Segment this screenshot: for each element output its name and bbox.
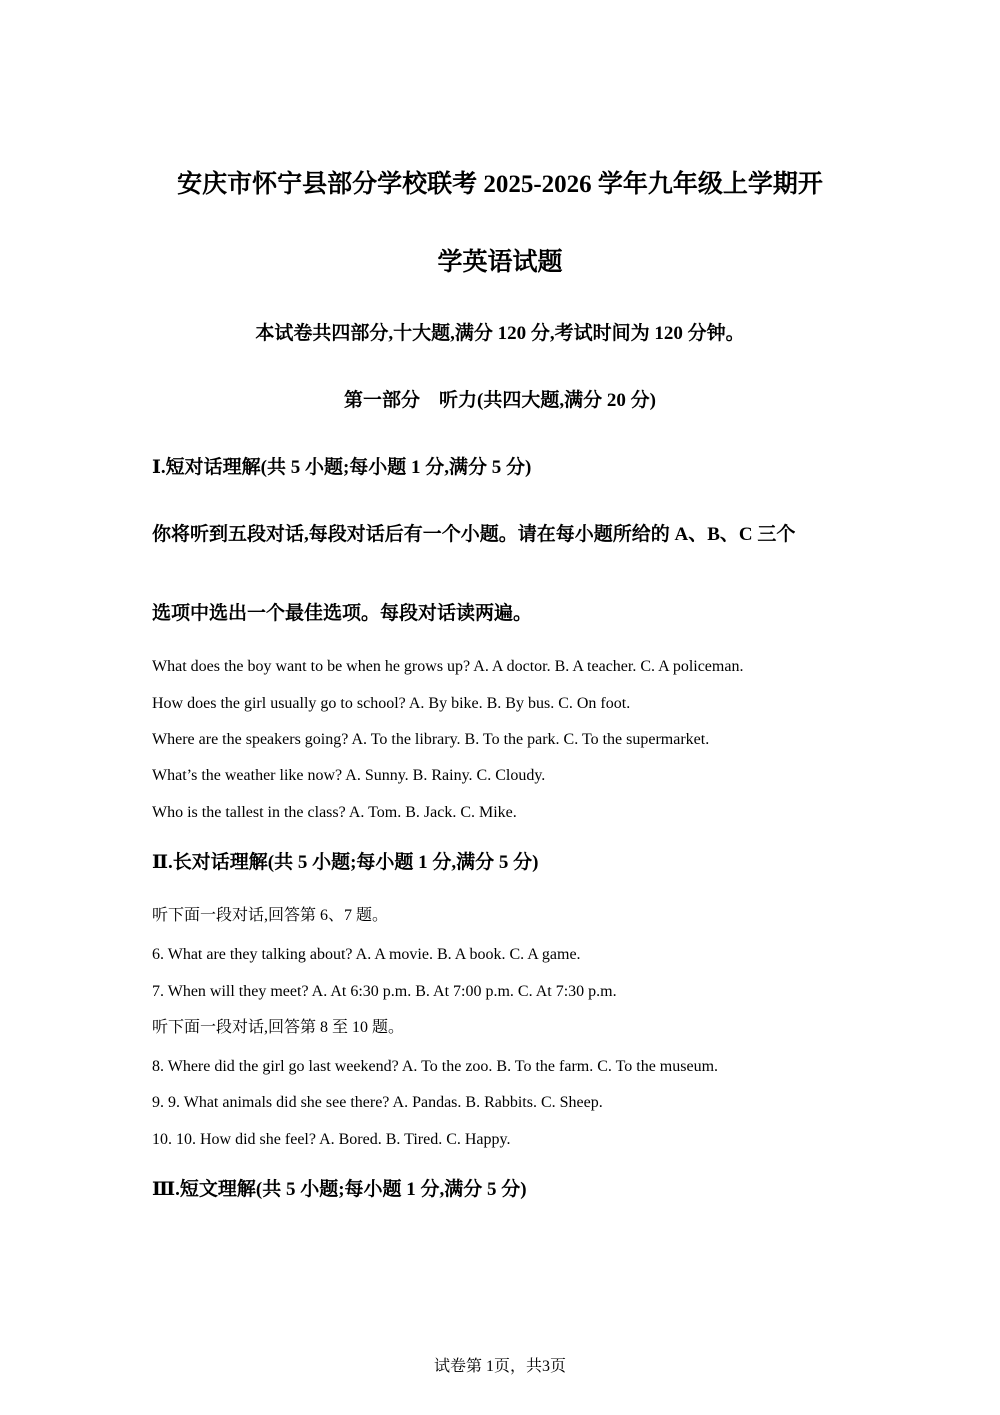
section2-heading: Ⅱ.长对话理解(共 5 小题;每小题 1 分,满分 5 分) (152, 852, 539, 873)
dialogue2-intro: 听下面一段对话,回答第 8 至 10 题。 (152, 1019, 405, 1036)
section1-heading: Ⅰ.短对话理解(共 5 小题;每小题 1 分,满分 5 分) (152, 457, 532, 478)
question-10: 10. 10. How did she feel? A. Bored. B. Tired. C. Happy. (152, 1131, 511, 1148)
part1-heading: 第一部分 听力(共四大题,满分 20 分) (344, 390, 656, 411)
question-7: 7. When will they meet? A. At 6:30 p.m. B. At 7:00 p.m. C. At 7:30 p.m. (152, 983, 617, 1000)
question-1: What does the boy want to be when he grows up? A. A doctor. B. A teacher. C. A policeman. (152, 658, 744, 675)
section1-instruction-line2: 选项中选出一个最佳选项。每段对话读两遍。 (152, 603, 533, 624)
exam-title-line1: 安庆市怀宁县部分学校联考 2025-2026 学年九年级上学期开 (177, 171, 823, 198)
exam-intro: 本试卷共四部分,十大题,满分 120 分,考试时间为 120 分钟。 (255, 323, 745, 344)
question-5: Who is the tallest in the class? A. Tom. B. Jack. C. Mike. (152, 804, 517, 821)
section3-heading: Ⅲ.短文理解(共 5 小题;每小题 1 分,满分 5 分) (152, 1179, 527, 1200)
question-2: How does the girl usually go to school? A. By bike. B. By bus. C. On foot. (152, 695, 631, 712)
question-6: 6. What are they talking about? A. A movie. B. A book. C. A game. (152, 946, 581, 963)
question-9: 9. 9. What animals did she see there? A. Pandas. B. Rabbits. C. Sheep. (152, 1094, 603, 1111)
question-8: 8. Where did the girl go last weekend? A. To the zoo. B. To the farm. C. To the museum. (152, 1058, 719, 1075)
dialogue1-intro: 听下面一段对话,回答第 6、7 题。 (152, 907, 389, 924)
exam-title-line2: 学英语试题 (437, 249, 563, 276)
section1-instruction-line1: 你将听到五段对话,每段对话后有一个小题。请在每小题所给的 A、B、C 三个 (152, 524, 796, 545)
question-4: What’s the weather like now? A. Sunny. B. Rainy. C. Cloudy. (152, 767, 546, 784)
question-3: Where are the speakers going? A. To the library. B. To the park. C. To the supermarket. (152, 731, 710, 748)
page-number: 试卷第 1页，共3页 (433, 1358, 566, 1375)
